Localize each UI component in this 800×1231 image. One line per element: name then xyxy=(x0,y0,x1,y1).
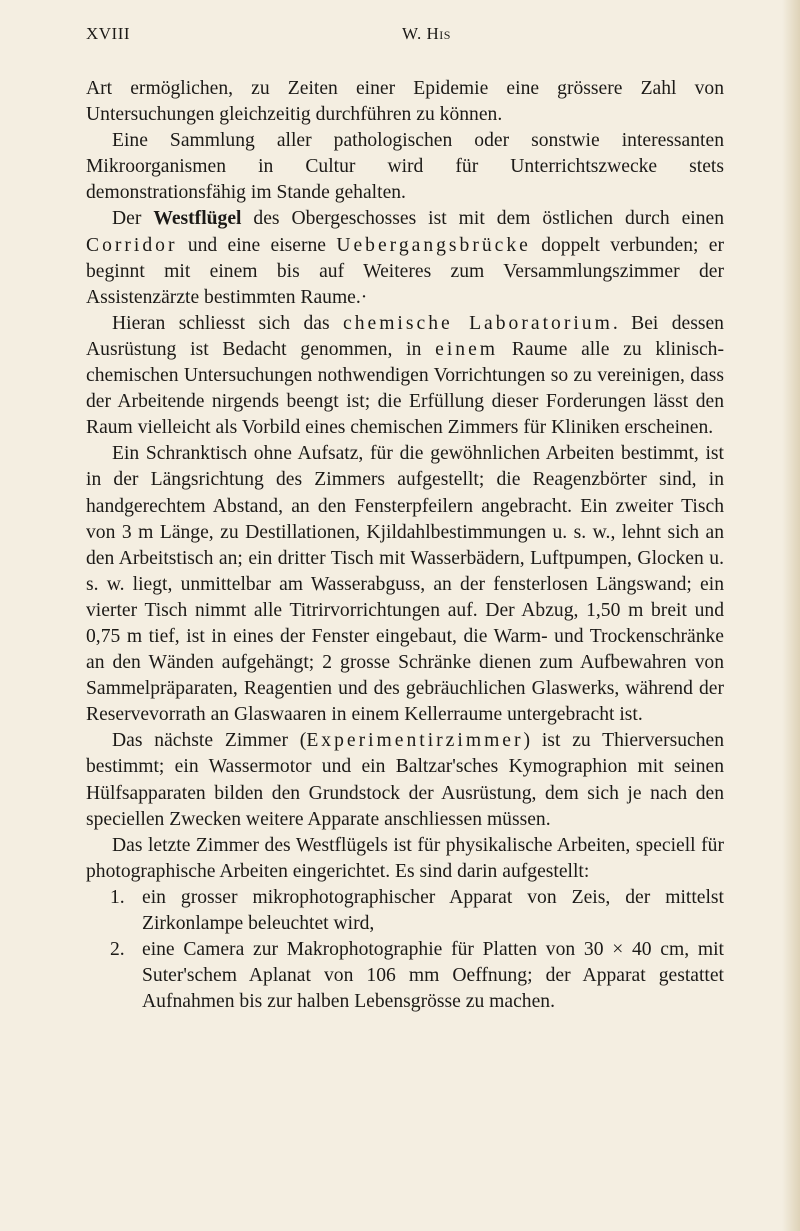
emphasis-spaced: chemische Laboratorium xyxy=(343,312,613,334)
body-text xyxy=(86,76,724,1015)
text-run: . Bei dessen Ausrüstung ist Bedacht genommen, in xyxy=(86,312,724,360)
list-item-number: 1. xyxy=(110,886,125,908)
list-item-text: ein grosser mikrophotographischer Apparat von Zeis, der mittelst Zirkonlampe beleuchtet wird, xyxy=(142,886,724,934)
emphasis-spaced: Uebergangsbrücke xyxy=(336,234,531,256)
emphasis-spaced: Corridor xyxy=(86,234,178,256)
text-run: Eine Sammlung aller pathologischen oder sonstwie interessanten Mikroorganismen in Cultur wird für Unterrichtszwecke stets demonstrationsfähig im Stande gehalten. xyxy=(86,130,724,204)
list-item-number: 2. xyxy=(110,939,125,961)
emphasis-spaced: einem xyxy=(435,338,499,360)
text-run: Hieran schliesst sich das xyxy=(112,312,343,334)
equipment-list xyxy=(86,885,724,1015)
text-run: doppelt verbunden; er beginnt mit einem bis auf Weiteres zum Versammlungszimmer der Assistenzärzte bestimmten Raume.· xyxy=(86,234,724,308)
text-run: Raume alle zu klinisch-chemischen Untersuchungen nothwendigen Vorrichtungen so zu vereinigen, dass der Arbeitende nirgends beengt ist; die Erfüllung dieser Forderungen lässt den Raum vielleicht als Vorbild eines chemischen Zimmers für Kliniken erscheinen. xyxy=(86,338,725,439)
text-run: Der xyxy=(112,208,154,230)
page-edge-shadow xyxy=(782,0,800,1231)
text-run: und eine eiserne xyxy=(177,234,337,256)
paragraph-p1 xyxy=(86,76,724,128)
paragraph-p4 xyxy=(86,311,724,441)
emphasis-bold: Westflügel xyxy=(153,208,242,230)
text-run: Art ermöglichen, zu Zeiten einer Epidemie eine grössere Zahl von Untersuchungen gleichzeitig durchführen zu können. xyxy=(86,78,724,126)
paragraph-container xyxy=(86,76,724,885)
paragraph-p2 xyxy=(86,128,724,206)
running-header xyxy=(86,24,714,50)
emphasis-spaced: Experimentirzimmer xyxy=(306,730,524,752)
text-run: des Obergeschosses ist mit dem östlichen durch einen xyxy=(241,208,724,230)
running-title: W. His xyxy=(402,24,451,43)
text-run: Ein Schranktisch ohne Aufsatz, für die gewöhnlichen Arbeiten bestimmt, ist in der Längsrichtung des Zimmers aufgestellt; die Reagenzbörter sind, in handgerechtem Abstand, an den Fensterpfeilern angebracht. Ein zweiter Tisch von 3 m Länge, zu Destillationen, Kjildahlbestimmungen u. s. w., lehnt sich an den Arbeitstisch an; ein dritter Tisch mit Wasserbädern, Luftpumpen, Glocken u. s. w. liegt, unmittelbar am Wasserabguss, an der fensterlosen Längswand; ein vierter Tisch nimmt alle Titrirvorrichtungen auf. Der Abzug, 1,50 m breit und 0,75 m tief, ist in eines der Fenster eingebaut, die Warm- und Trockenschränke an den Wänden aufgehängt; 2 grosse Schränke dienen zum Aufbewahren von Sammelpräparaten, Reagentien und des gebräuchlichen Glaswerks, während der Reservevorrath an Glaswaaren in einem Kellerraume untergebracht ist. xyxy=(86,443,724,726)
paragraph-p7 xyxy=(86,833,724,885)
text-run: Das letzte Zimmer des Westflügels ist für physikalische Arbeiten, speciell für photographische Arbeiten eingerichtet. Es sind darin aufgestellt: xyxy=(86,834,724,882)
list-item-text: eine Camera zur Makrophotographie für Platten von 30 × 40 cm, mit Suter'schem Aplanat von 106 mm Oeffnung; der Apparat gestattet Aufnahmen bis zur halben Lebensgrösse zu machen. xyxy=(142,939,724,1013)
paragraph-p6 xyxy=(86,728,724,832)
paragraph-p5 xyxy=(86,441,724,728)
list-item xyxy=(86,937,724,1015)
list-item xyxy=(86,885,724,937)
text-run: Das nächste Zimmer ( xyxy=(112,730,307,752)
paragraph-p3 xyxy=(86,206,724,310)
text-run: ) ist zu Thierversuchen bestimmt; ein Wassermotor und ein Baltzar'sches Kymographion mit seinen Hülfsapparaten bilden den Grundstock der Ausrüstung, dem sich je nach den speciellen Zwecken weitere Apparate anschliessen müssen. xyxy=(86,730,725,830)
page-number: XVIII xyxy=(86,24,131,43)
